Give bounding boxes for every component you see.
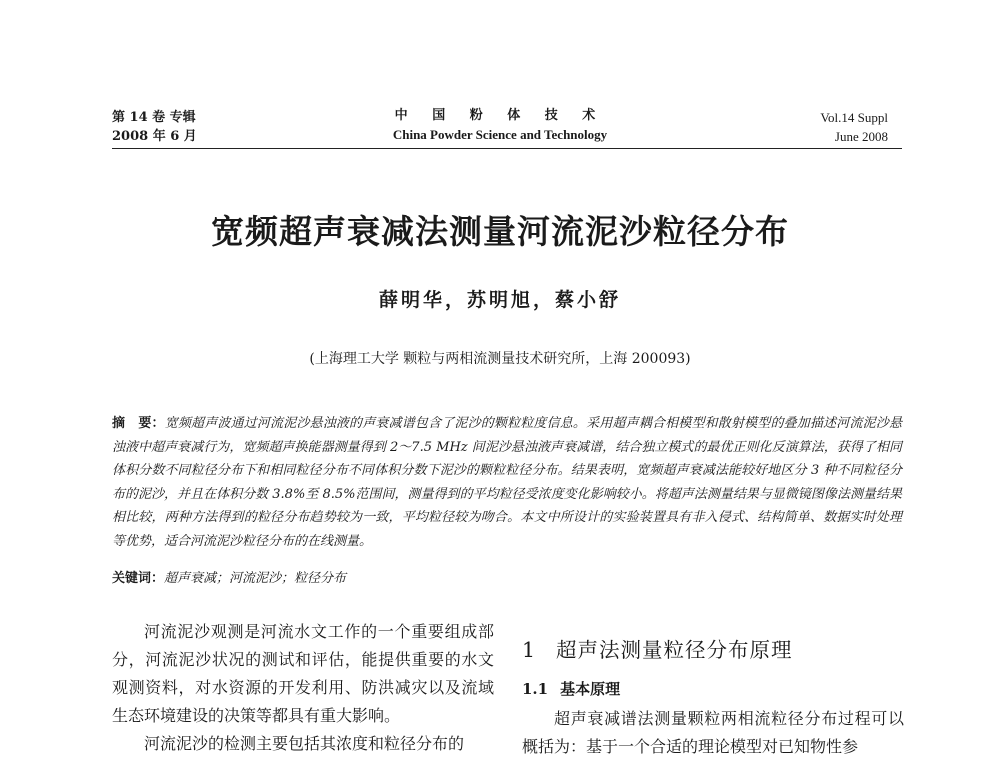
section-number: 1 xyxy=(522,638,537,662)
paper-authors: 薛明华，苏明旭，蔡小舒 xyxy=(378,289,621,311)
subsection-number: 1.1 xyxy=(522,680,549,698)
header-volume-info-en xyxy=(820,108,888,146)
header-volume-info xyxy=(112,108,197,146)
header-date: 2008 年 6 月 xyxy=(112,129,197,144)
header-rule xyxy=(112,148,902,149)
header-volume-en: Vol.14 Suppl xyxy=(820,110,888,125)
abstract-label: 摘 要： xyxy=(112,416,165,431)
section-heading xyxy=(522,633,793,663)
journal-name-cn: 中 国 粉 体 技 术 xyxy=(394,108,606,123)
paper-affiliation: (上海理工大学 颗粒与两相流测量技术研究所，上海 200093) xyxy=(309,351,691,367)
abstract-text: 宽频超声波通过河流泥沙悬浊液的声衰减谱包含了泥沙的颗粒粒度信息。采用超声耦合相模型和散射模型的叠加描述河流泥沙悬浊液中超声衰减行为，宽频超声换能器测量得到 2～7.5 MHz 间泥沙悬浊液声衰减谱，结合独立模式的最优正则化反演算法，获得了相同体积分数不同粒径分布下和相同粒径分布不同体积分数下泥沙的颗粒粒径分布。结果表明，宽频超声衰减法能较好地区分 3 种不同粒径分布的泥沙，并且在体积分数 3.8%至 8.5%范围间，测量得到的平均粒径受浓度变化影响较小。将超声法测量结果与显微镜图像法测量结果相比较，两种方法得到的粒径分布趋势较为一致，平均粒径较为吻合。本文中所设计的实验装置具有非入侵式、结构简单、数据实时处理等优势，适合河流泥沙粒径分布的在线测量。 xyxy=(112,416,902,549)
body-paragraph: 河流泥沙的检测主要包括其浓度和粒径分布的 xyxy=(144,734,465,753)
body-right-paragraph: 超声衰减谱法测量颗粒两相流粒径分布过程可以概括为：基于一个合适的理论模型对已知物性参 xyxy=(522,709,904,756)
header-journal xyxy=(360,106,640,144)
keywords-label: 关键词： xyxy=(112,571,165,586)
keywords-text: 超声衰减；河流泥沙；粒径分布 xyxy=(164,571,347,586)
keywords xyxy=(112,567,902,586)
header-date-en: June 2008 xyxy=(834,129,888,144)
paper-title: 宽频超声衰减法测量河流泥沙粒径分布 xyxy=(211,212,789,251)
header-volume: 第 14 卷 专辑 xyxy=(112,110,196,125)
journal-name-en: China Powder Science and Technology xyxy=(392,127,608,142)
section-title: 超声法测量粒径分布原理 xyxy=(556,638,793,662)
subsection-title: 基本原理 xyxy=(560,680,621,698)
body-paragraph: 河流泥沙观测是河流水文工作的一个重要组成部分，河流泥沙状况的测试和评估，能提供重要的水文观测资料，对水资源的开发利用、防洪减灾以及流域生态环境建设的决策等都具有重大影响。 xyxy=(112,622,494,725)
abstract xyxy=(112,412,902,553)
body-left-column xyxy=(112,618,494,758)
subsection-heading xyxy=(522,678,620,699)
